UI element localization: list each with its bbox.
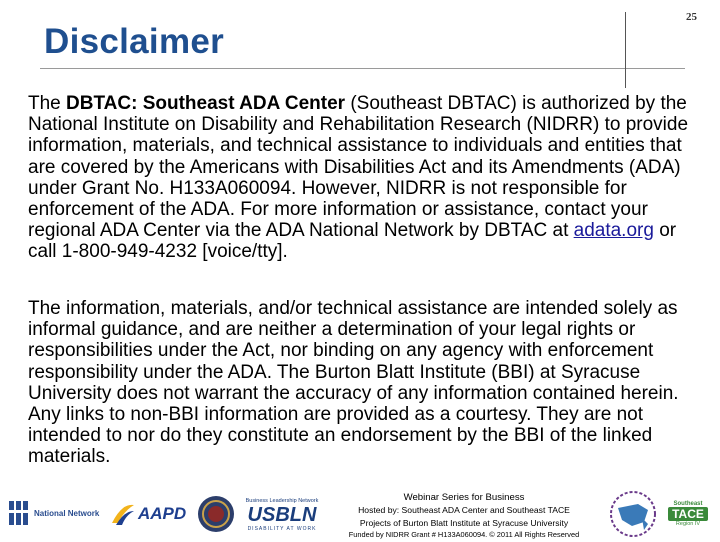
footer-projects: Projects of Burton Blatt Institute at Syracuse University xyxy=(359,517,569,528)
aapd-logo xyxy=(110,498,190,530)
tace-bottom-label: Region IV xyxy=(675,521,701,527)
tace-top-label: Southeast xyxy=(673,501,703,507)
usbln-top-label: Business Leadership Network xyxy=(245,498,319,504)
footer-series: Webinar Series for Business xyxy=(403,492,525,503)
national-network-label: National Network xyxy=(34,508,100,518)
footer-credits xyxy=(332,492,596,542)
disclaimer-paragraph-1 xyxy=(28,93,698,263)
slide-number: 25 xyxy=(686,11,697,23)
southeast-region-logo xyxy=(604,490,662,538)
org-name: DBTAC: Southeast ADA Center xyxy=(66,93,346,114)
paragraph1-lead: The xyxy=(28,93,67,114)
title-underline xyxy=(40,68,685,69)
title-vertical-rule xyxy=(625,12,626,88)
adata-link[interactable]: adata.org xyxy=(573,220,654,242)
footer-funded: Funded by NIDRR Grant # H133A060094. © 2011 All Rights Reserved xyxy=(348,530,580,540)
usbln-logo xyxy=(242,494,322,536)
disclaimer-paragraph-2: The information, materials, and/or technical assistance are intended solely as informal guidance, and are neither a determination of your legal rights or responsibilities under the Act, nor binding on any agency with enforcement responsibility under the ADA. The Burton Blatt Institute (BBI) at Syracuse University does not warrant the accuracy of any information contained herein. Any links to non-BBI information are provided as a courtesy. They are not intended to nor do they constitute an endorsement by the BBI of the linked materials. xyxy=(28,298,679,468)
aapd-swoosh-icon xyxy=(110,501,136,527)
seal-logo xyxy=(197,495,235,533)
southeast-map-icon xyxy=(604,490,662,538)
southeast-tace-logo xyxy=(664,494,712,534)
usbln-label: USBLN xyxy=(247,504,317,526)
paragraph1-body: (Southeast DBTAC) is authorized by the National Institute on Disability and Rehabilitation Research (NIDRR) to provide information, materials, and technical assistance to individuals and entities that are covered by the Americans with Disabilities Act and its Amendments (ADA) under Grant No. H133A060094. However, NIDRR is not responsible for enforcement of the ADA. For more information or assistance, contact your regional ADA Center via the ADA National Network by DBTAC at xyxy=(28,93,689,242)
footer-hosted: Hosted by: Southeast ADA Center and Southeast TACE xyxy=(358,505,570,516)
usbln-bottom-label: DISABILITY AT WORK xyxy=(247,526,317,532)
tace-label: TACE xyxy=(668,507,708,521)
national-network-logo xyxy=(8,496,100,530)
slide-title: Disclaimer xyxy=(44,22,225,61)
national-network-mark-icon xyxy=(8,498,32,528)
paragraph1-tail: or call 1-800-949-4232 [voice/tty]. xyxy=(28,220,677,263)
seal-icon xyxy=(197,495,235,533)
aapd-label: AAPD xyxy=(138,504,187,523)
